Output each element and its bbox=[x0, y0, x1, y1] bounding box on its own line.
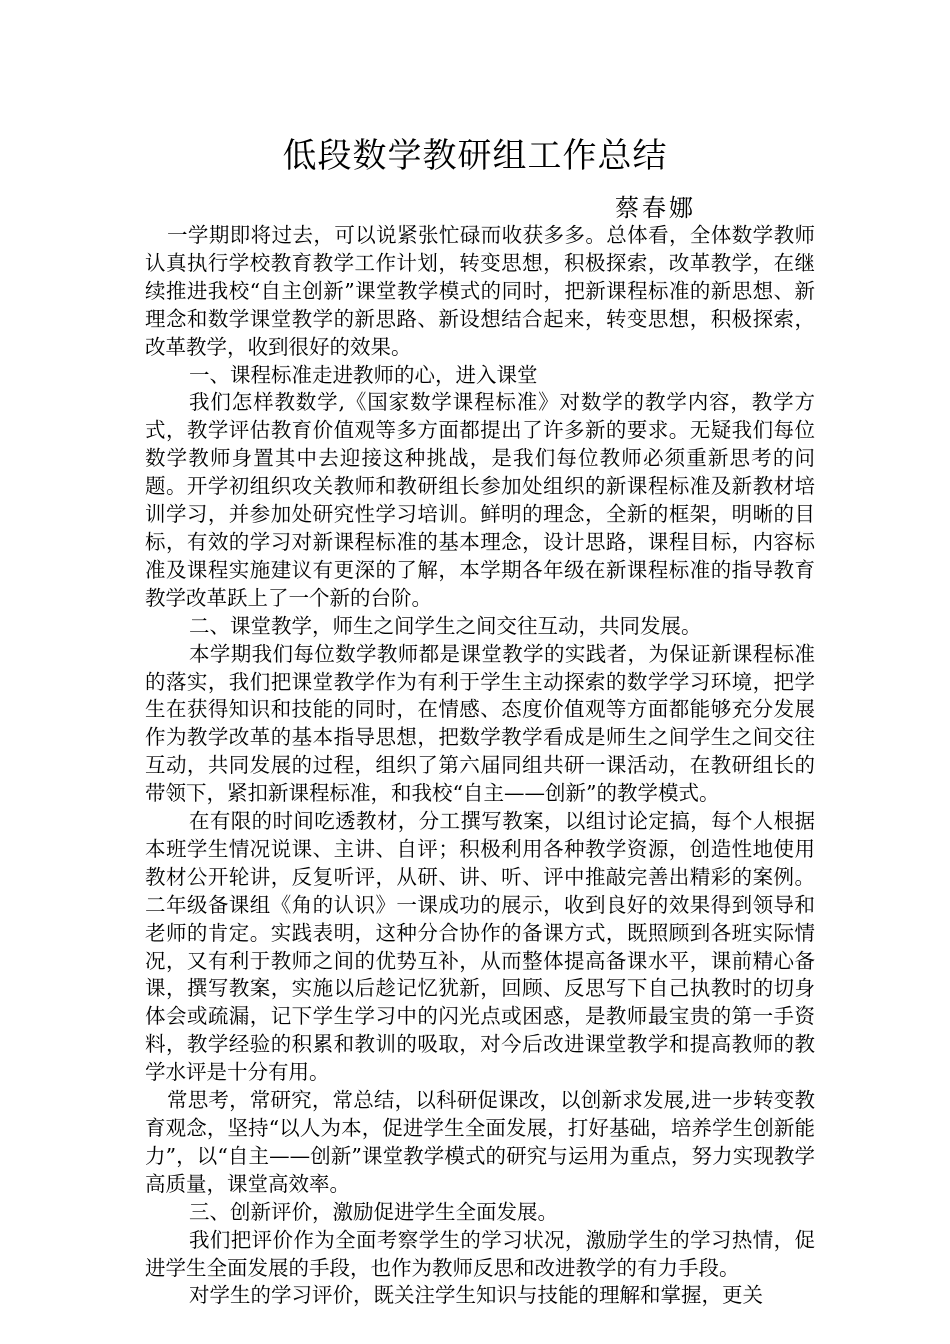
document-body bbox=[145, 222, 815, 1310]
paragraph: 我们把评价作为全面考察学生的学习状况，激励学生的学习热情，促进学生全面发展的手段，也作为教师反思和改进教学的有力手段。 bbox=[145, 1227, 815, 1280]
paragraph: 在有限的时间吃透教材，分工撰写教案，以组讨论定搞，每个人根据本班学生情况说课、主讲、自评；积极利用各种教学资源，创造性地使用教材公开轮讲，反复听评，从研、讲、听、评中推敲完善出精彩的案例。二年级备课组《角的认识》一课成功的展示，收到良好的效果得到领导和老师的肯定。实践表明，这种分合协作的备课方式，既照顾到各班实际情况，又有利于教师之间的优势互补，从而整体提高备课水平，课前精心备课，撰写教案，实施以后趁记忆犹新，回顾、反思写下自己执教时的切身体会或疏漏，记下学生学习中的闪光点或困惑，是教师最宝贵的第一手资料，教学经验的积累和教训的吸取，对今后改进课堂教学和提高教师的教学水评是十分有用。 bbox=[145, 809, 815, 1085]
paragraph: 我们怎样教数学,《国家数学课程标准》对数学的教学内容，教学方式，教学评估教育价值观等多方面都提出了许多新的要求。无疑我们每位数学教师身置其中去迎接这种挑战，是我们每位教师必须重新思考的问题。开学初组织攻关教师和教研组长参加处组织的新课程标准及新教材培训学习，并参加处研究性学习培训。鲜明的理念，全新的框架，明晰的目标，有效的学习对新课程标准的基本理念，设计思路，课程目标，内容标准及课程实施建议有更深的了解，本学期各年级在新课程标准的指导教育教学改革跃上了一个新的台阶。 bbox=[145, 390, 815, 610]
section-heading: 一、课程标准走进教师的心，进入课堂 bbox=[189, 362, 538, 387]
section-heading: 二、课堂教学，师生之间学生之间交往互动，共同发展。 bbox=[189, 613, 702, 638]
paragraph: 本学期我们每位数学教师都是课堂教学的实践者，为保证新课程标准的落实，我们把课堂教学作为有利于学生主动探索的数学学习环境，把学生在获得知识和技能的同时，在情感、态度价值观等方面都能够充分发展作为教学改革的基本指导思想，把数学教学看成是师生之间学生之间交往互动，共同发展的过程，组织了第六届同组共研一课活动，在教研组长的带领下，紧扣新课程标准，和我校“自主——创新”的教学模式。 bbox=[145, 641, 815, 806]
document-title: 低段数学教研组工作总结 bbox=[282, 136, 668, 176]
section-heading: 三、创新评价，激励促进学生全面发展。 bbox=[189, 1199, 558, 1224]
paragraph: 对学生的学习评价，既关注学生知识与技能的理解和掌握，更关 bbox=[189, 1283, 763, 1308]
document-author: 蔡春娜 bbox=[615, 194, 696, 222]
paragraph: 常思考，常研究，常总结，以科研促课改，以创新求发展,进一步转变教育观念，坚持“以人为本，促进学生全面发展，打好基础，培养学生创新能力”，以“自主——创新”课堂教学模式的研究与运用为重点，努力实现教学高质量，课堂高效率。 bbox=[145, 1088, 815, 1196]
paragraph: 一学期即将过去，可以说紧张忙碌而收获多多。总体看，全体数学教师认真执行学校教育教学工作计划，转变思想，积极探索，改革教学，在继续推进我校“自主创新”课堂教学模式的同时，把新课程标准的新思想、新理念和数学课堂教学的新思路、新设想结合起来，转变思想，积极探索，改革教学，收到很好的效果。 bbox=[145, 223, 815, 359]
